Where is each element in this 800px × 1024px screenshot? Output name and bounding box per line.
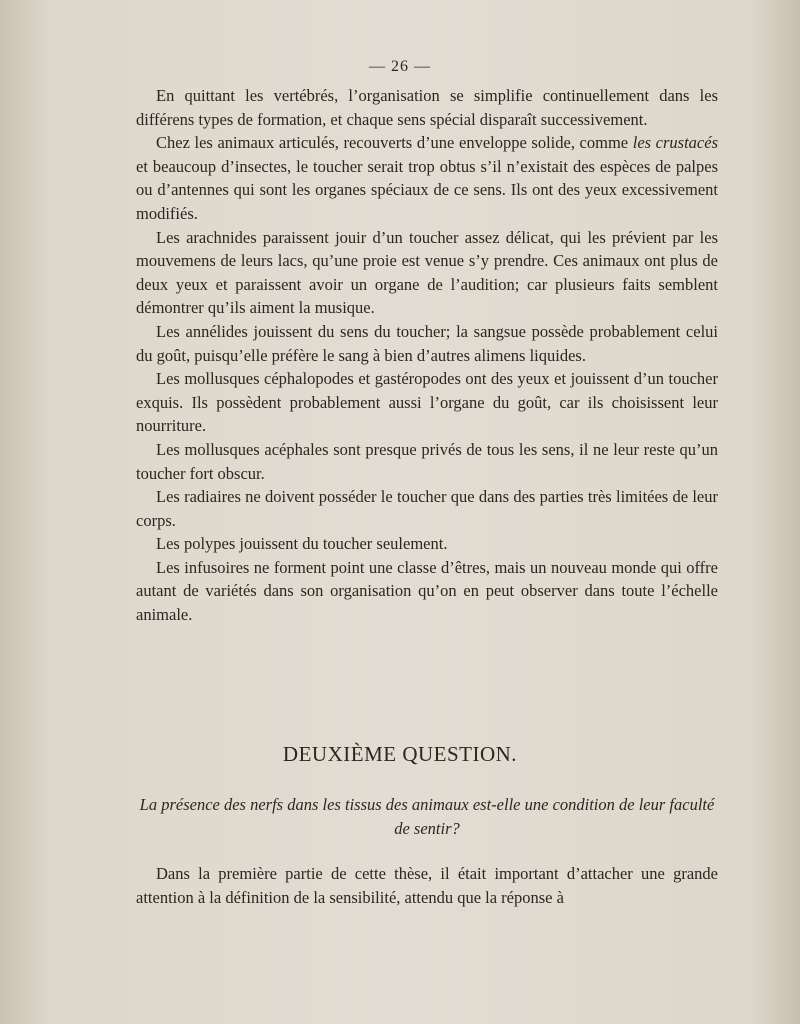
question-text: La présence des nerfs dans les tissus des animaux est-elle une condition de leur faculté de sentir? bbox=[139, 795, 715, 838]
paragraph-arachnides: Les arachnides paraissent jouir d’un toucher assez délicat, qui les prévient par les mouvemens de leurs lacs, qu’une proie est venue s’y prendre. Ces animaux ont plus de deux yeux et paraissent avoir un organe de l’audition; car plusieurs faits semblent démontrer qu’ils aiment la musique. bbox=[136, 227, 718, 318]
paragraph-articules-end: et beaucoup d’insectes, le toucher serait trop obtus s’il n’existait des espèces de palpes ou d’antennes qui sont les organes spéciaux de ce sens. Ils ont des yeux excessivement modifiés. bbox=[136, 156, 718, 223]
paragraph-polypes: Les polypes jouissent du toucher seulement. bbox=[156, 534, 448, 554]
answer-text bbox=[136, 862, 718, 909]
body-text bbox=[136, 84, 718, 627]
paragraph-articules-start: Chez les animaux articulés, recouverts d’une enveloppe solide, comme bbox=[156, 133, 633, 153]
answer-paragraph: Dans la première partie de cette thèse, il était important d’attacher une grande attention à la définition de la sensibilité, attendu que la réponse à bbox=[136, 864, 718, 907]
page-number: — 26 — bbox=[369, 58, 431, 75]
paragraph-radiaires: Les radiaires ne doivent posséder le toucher que dans des parties très limitées de leur corps. bbox=[136, 487, 718, 530]
paragraph-articules bbox=[136, 131, 718, 225]
section-title: DEUXIÈME QUESTION. bbox=[282, 742, 518, 766]
paragraph-vertebres: En quittant les vertébrés, l’organisation se simplifie continuellement dans les différens types de formation, et chaque sens spécial disparaît successivement. bbox=[136, 86, 718, 129]
paragraph-mollusques-cephalopodes: Les mollusques céphalopodes et gastéropodes ont des yeux et jouissent d’un toucher exquis. Ils possèdent probablement aussi l’organe du goût, car ils choisissent leur nourriture. bbox=[136, 369, 718, 436]
italic-term-crustaces: les crustacés bbox=[632, 133, 718, 153]
paragraph-mollusques-acephales: Les mollusques acéphales sont presque privés de tous les sens, il ne leur reste qu’un toucher fort obscur. bbox=[136, 439, 718, 483]
paragraph-annelides: Les annélides jouissent du sens du toucher; la sangsue possède probablement celui du goût, puisqu’elle préfère le sang à bien d’autres alimens liquides. bbox=[136, 321, 718, 365]
paragraph-infusoires: Les infusoires ne forment point une classe d’êtres, mais un nouveau monde qui offre autant de variétés dans son organisation qu’on en peut observer dans toute l’échelle animale. bbox=[136, 557, 718, 625]
